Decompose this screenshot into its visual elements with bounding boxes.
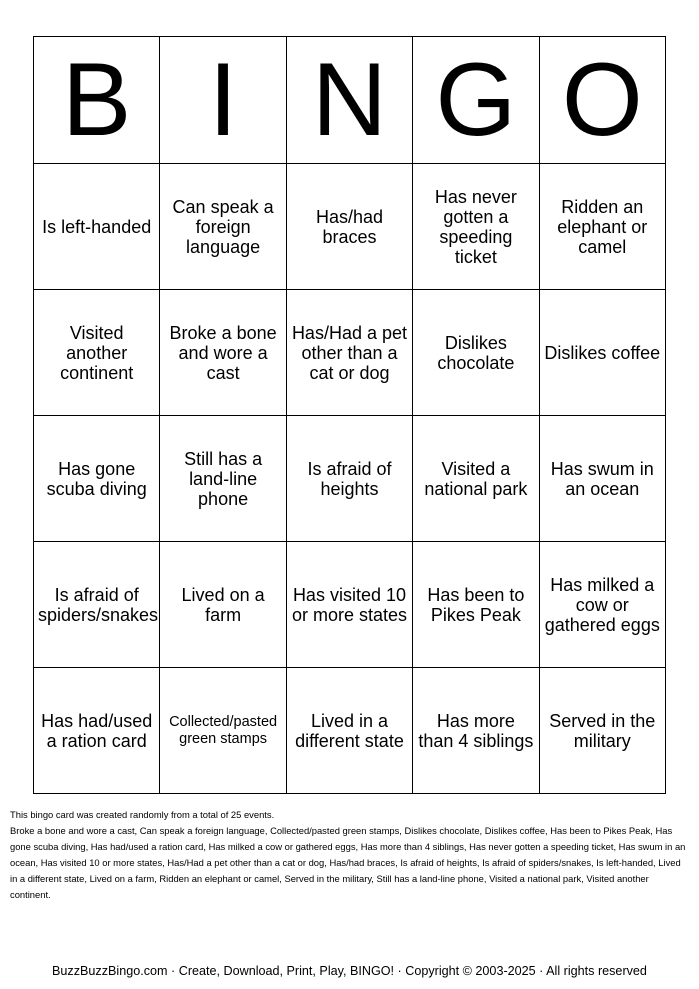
bingo-cell: Has had/used a ration card: [34, 668, 160, 794]
header-row: [34, 37, 666, 164]
bingo-cell: Is afraid of spiders/snakes: [34, 542, 160, 668]
bingo-cell: Visited another continent: [34, 290, 160, 416]
page-footer: BuzzBuzzBingo.com · Create, Download, Print, Play, BINGO! · Copyright © 2003-2025 · All rights reserved: [52, 964, 647, 978]
header-letter-o: O: [539, 37, 665, 164]
bingo-cell: Has/had braces: [286, 164, 412, 290]
bingo-cell: Is left-handed: [34, 164, 160, 290]
bingo-cell: Dislikes coffee: [539, 290, 665, 416]
card-row: [34, 668, 666, 794]
bingo-card: [33, 36, 666, 794]
bingo-cell: Still has a land-line phone: [160, 416, 286, 542]
bingo-cell: Has/Had a pet other than a cat or dog: [286, 290, 412, 416]
bingo-cell: Lived in a different state: [286, 668, 412, 794]
header-letter-n: N: [286, 37, 412, 164]
bingo-cell: Is afraid of heights: [286, 416, 412, 542]
bingo-cell: Can speak a foreign language: [160, 164, 286, 290]
card-row: [34, 290, 666, 416]
header-letter-i: I: [160, 37, 286, 164]
bingo-cell: Broke a bone and wore a cast: [160, 290, 286, 416]
header-letter-b: B: [34, 37, 160, 164]
card-description: [10, 807, 690, 903]
bingo-cell: Visited a national park: [413, 416, 539, 542]
header-letter-g: G: [413, 37, 539, 164]
description-intro: This bingo card was created randomly from a total of 25 events.: [10, 809, 275, 820]
bingo-cell: Collected/pasted green stamps: [160, 668, 286, 794]
bingo-cell: Has been to Pikes Peak: [413, 542, 539, 668]
bingo-cell: Has gone scuba diving: [34, 416, 160, 542]
card-row: [34, 542, 666, 668]
bingo-cell: Ridden an elephant or camel: [539, 164, 665, 290]
bingo-cell: Has swum in an ocean: [539, 416, 665, 542]
bingo-cell: Has more than 4 siblings: [413, 668, 539, 794]
description-events: Broke a bone and wore a cast, Can speak a foreign language, Collected/pasted green stamps, Dislikes chocolate, Dislikes coffee, Has been to Pikes Peak, Has gone scuba diving, Has had/used a ration card, Has milked a cow or gathered eggs, Has more than 4 siblings, Has never gotten a speeding ticket, Has swum in an ocean, Has visited 10 or more states, Has/Had a pet other than a cat or dog, Has/had braces, Is afraid of heights, Is afraid of spiders/snakes, Is left-handed, Lived in a different state, Lived on a farm, Ridden an elephant or camel, Served in the military, Still has a land-line phone, Visited a national park, Visited another continent.: [10, 825, 686, 900]
bingo-cell: Has milked a cow or gathered eggs: [539, 542, 665, 668]
bingo-cell: Has never gotten a speeding ticket: [413, 164, 539, 290]
bingo-cell: Lived on a farm: [160, 542, 286, 668]
bingo-cell: Served in the military: [539, 668, 665, 794]
bingo-cell: Has visited 10 or more states: [286, 542, 412, 668]
card-row: [34, 416, 666, 542]
card-row: [34, 164, 666, 290]
bingo-cell: Dislikes chocolate: [413, 290, 539, 416]
